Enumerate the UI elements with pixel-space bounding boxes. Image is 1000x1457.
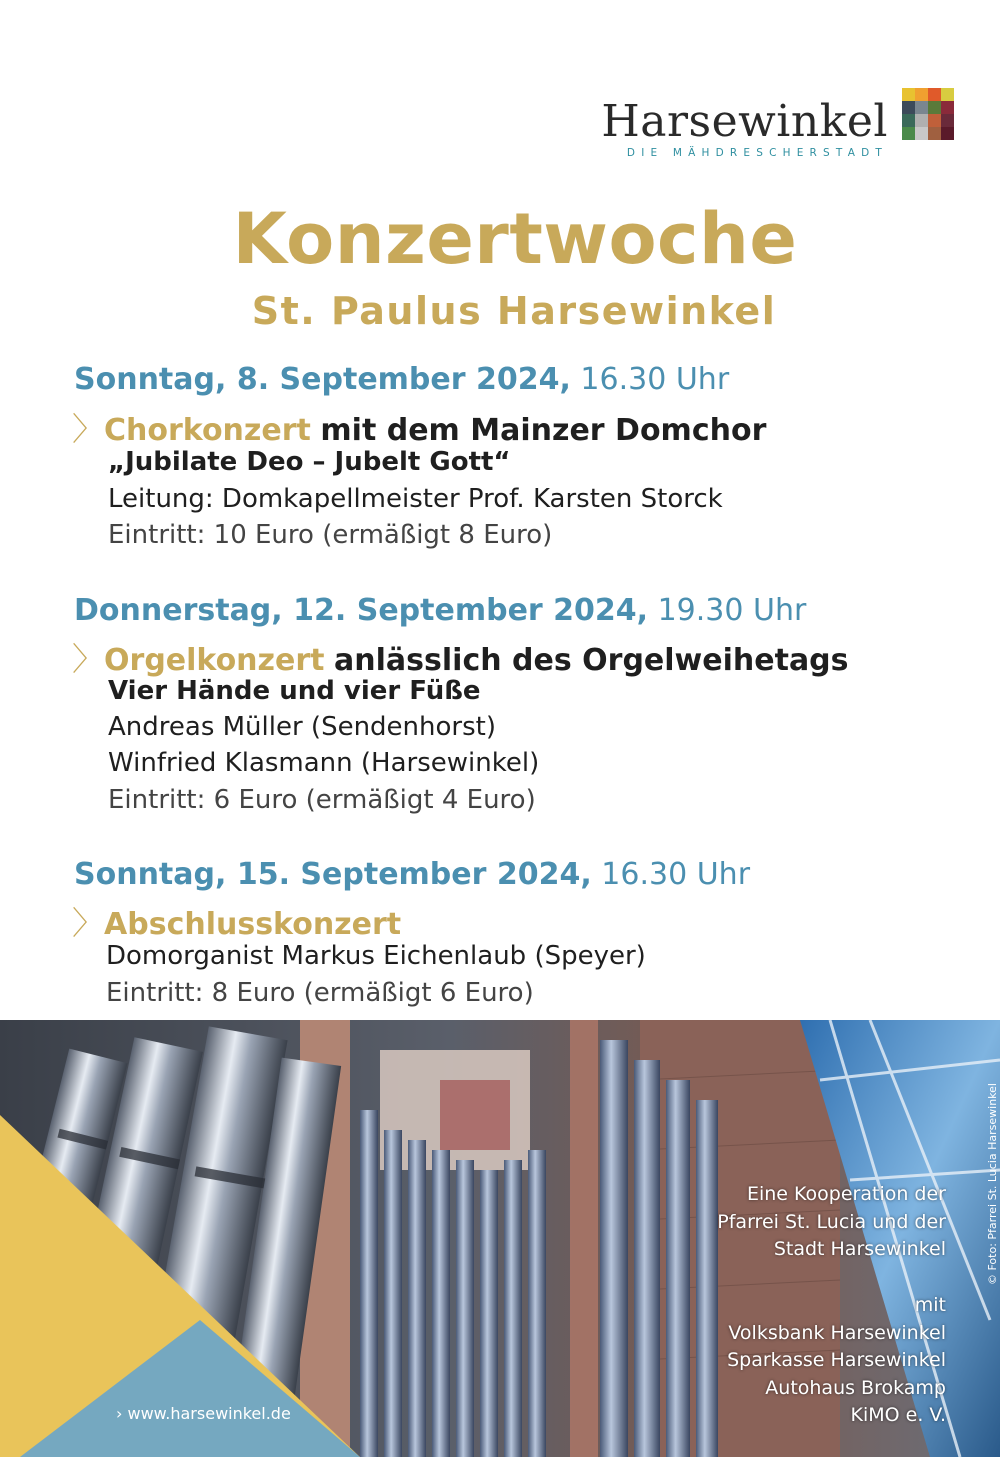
logo-wordmark: Harsewinkel	[601, 96, 888, 147]
cooperation-line: Eine Kooperation der	[746, 1183, 946, 1205]
photo-credit	[972, 1045, 999, 1285]
event-1-line-1: „Jubilate Deo – Jubelt Gott“	[108, 447, 511, 477]
event-1-line-2: Leitung: Domkapellmeister Prof. Karsten Storck	[108, 484, 723, 514]
page-title: Konzertwoche	[232, 198, 798, 280]
event-1-headline	[72, 404, 766, 450]
event-type: Abschlusskonzert	[104, 907, 402, 942]
event-3-line-1: Domorganist Markus Eichenlaub (Speyer)	[106, 941, 646, 971]
sponsor-item: Autohaus Brokamp	[765, 1376, 946, 1399]
event-3-date	[74, 857, 750, 892]
event-1-date	[74, 362, 729, 397]
event-date: Donnerstag, 12. September 2024,	[74, 593, 649, 628]
chevron-right-icon: 〉	[72, 410, 105, 448]
photo-credit-text: © Foto: Pfarrei St. Lucia Harsewinkel	[986, 1083, 999, 1285]
chevron-right-icon: ›	[116, 1404, 128, 1423]
logo-color-square	[915, 101, 928, 114]
logo-color-square	[902, 114, 915, 127]
event-type: Chorkonzert	[104, 413, 311, 448]
logo-color-square	[941, 114, 954, 127]
logo-tagline: DIE MÄHDRESCHERSTADT	[626, 147, 888, 159]
website-text: www.harsewinkel.de	[127, 1404, 291, 1423]
event-2-headline	[72, 634, 849, 680]
logo-color-square	[941, 101, 954, 114]
website-link[interactable]	[116, 1404, 291, 1423]
sponsor-item: Sparkasse Harsewinkel	[727, 1349, 946, 1371]
logo-color-square	[928, 101, 941, 114]
logo-color-square	[902, 101, 915, 114]
event-time: 16.30 Uhr	[580, 362, 730, 397]
logo-color-square	[915, 127, 928, 140]
event-3-headline	[72, 898, 401, 944]
logo-color-square	[941, 127, 954, 140]
event-date: Sonntag, 8. September 2024,	[74, 362, 571, 397]
event-2-entry: Eintritt: 6 Euro (ermäßigt 4 Euro)	[108, 785, 536, 815]
event-2-line-1: Vier Hände und vier Füße	[108, 676, 481, 706]
cooperation-text	[717, 1181, 946, 1264]
cooperation-line: Pfarrei St. Lucia und der	[717, 1210, 946, 1233]
sponsors-list	[727, 1292, 946, 1430]
event-2-date	[74, 593, 806, 628]
sponsor-item: Volksbank Harsewinkel	[728, 1321, 946, 1344]
event-2-line-2: Andreas Müller (Sendenhorst)	[108, 712, 496, 742]
event-headline-rest: anlässlich des Orgelweihetags	[334, 643, 849, 678]
event-headline-rest: mit dem Mainzer Domchor	[320, 413, 767, 448]
logo-color-square	[928, 114, 941, 127]
chevron-right-icon: 〉	[72, 904, 105, 942]
logo-color-grid	[902, 88, 954, 140]
logo-color-square	[915, 114, 928, 127]
logo-color-square	[915, 88, 928, 101]
logo-color-square	[902, 88, 915, 101]
sponsors-intro: mit	[914, 1294, 946, 1316]
sponsor-item: KiMO e. V.	[850, 1404, 946, 1426]
event-type: Orgelkonzert	[104, 643, 325, 678]
event-date: Sonntag, 15. September 2024,	[74, 857, 592, 892]
event-time: 19.30 Uhr	[657, 593, 807, 628]
event-3-entry: Eintritt: 8 Euro (ermäßigt 6 Euro)	[106, 978, 534, 1008]
cooperation-line: Stadt Harsewinkel	[773, 1238, 946, 1260]
logo-color-square	[928, 88, 941, 101]
event-2-line-3: Winfried Klasmann (Harsewinkel)	[108, 748, 540, 778]
logo-color-square	[928, 127, 941, 140]
page-subtitle: St. Paulus Harsewinkel	[251, 289, 777, 333]
chevron-right-icon: 〉	[72, 640, 105, 678]
logo-color-square	[902, 127, 915, 140]
logo-color-square	[941, 88, 954, 101]
event-time: 16.30 Uhr	[601, 857, 751, 892]
event-1-entry: Eintritt: 10 Euro (ermäßigt 8 Euro)	[108, 520, 553, 550]
